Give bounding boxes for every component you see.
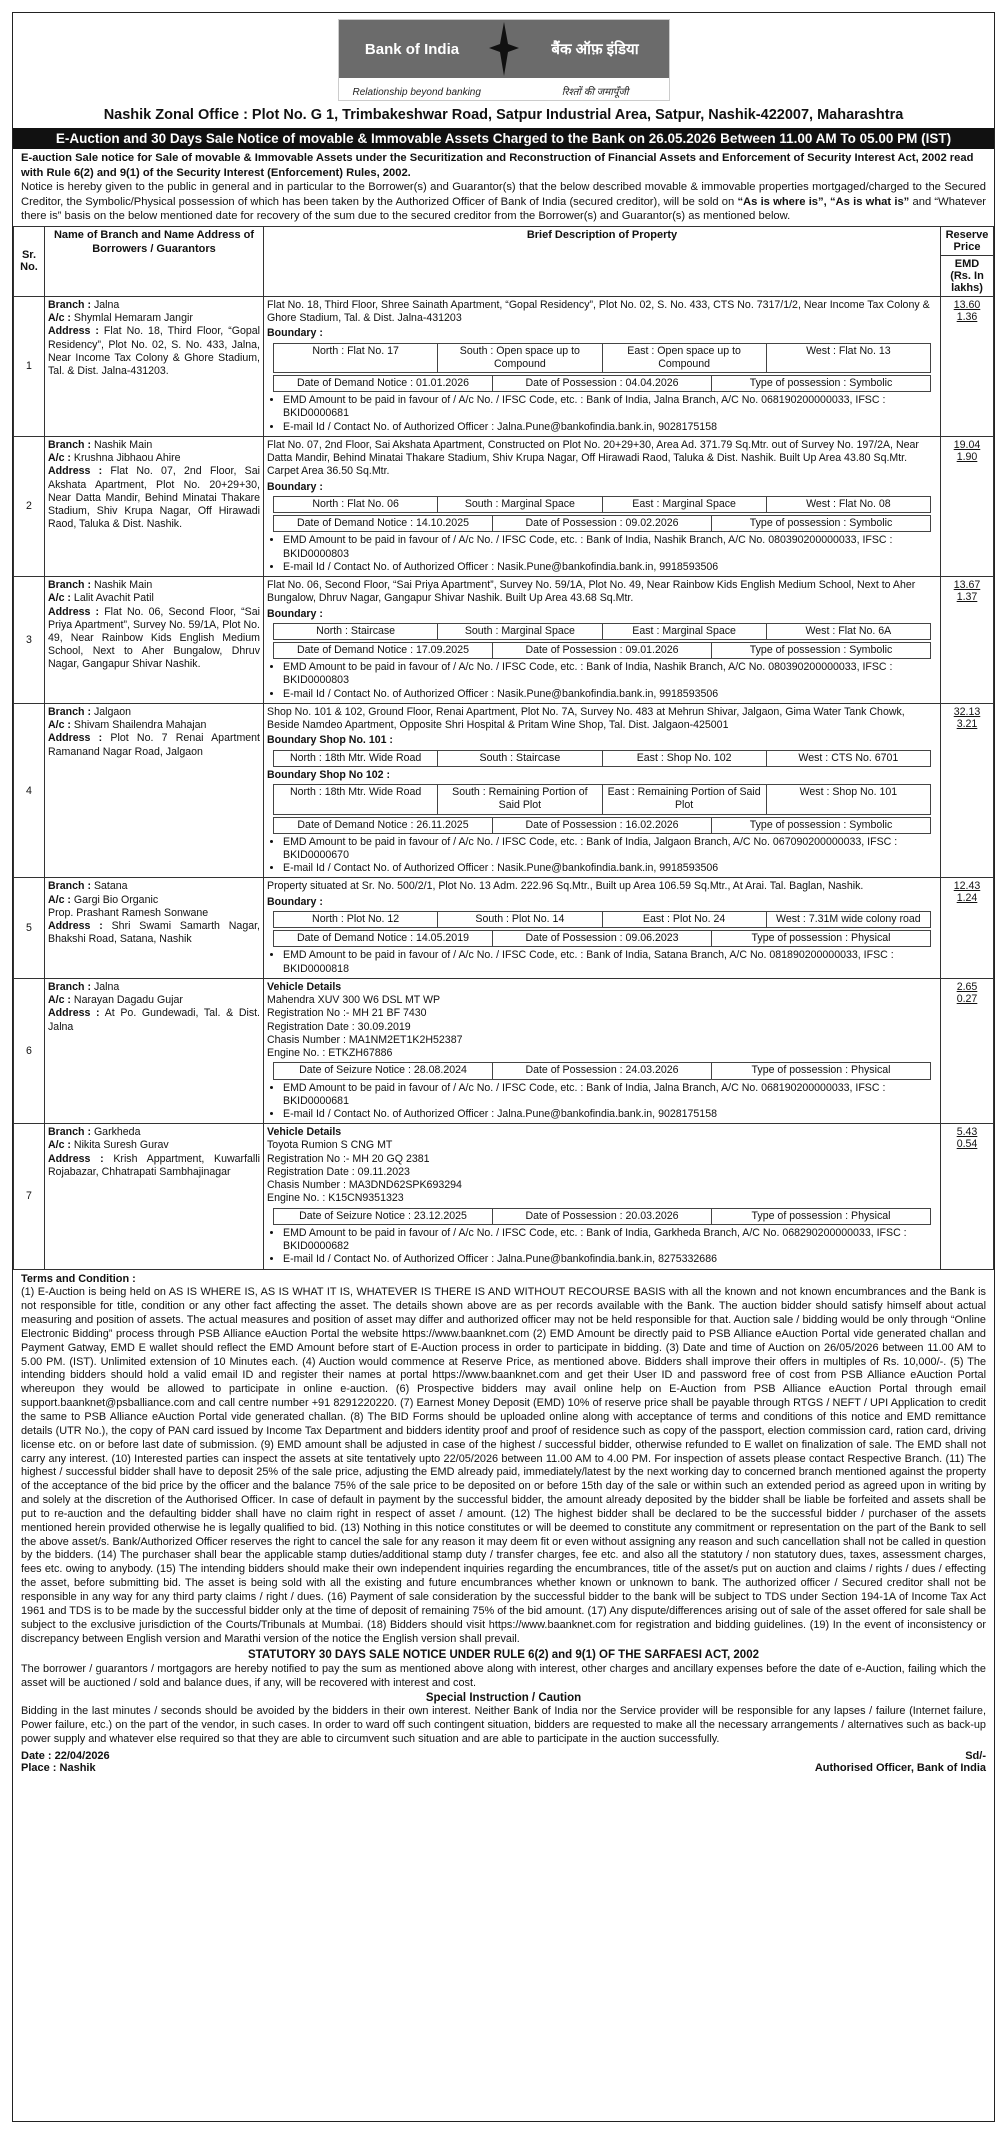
intro-text-1: Notice is hereby given to the public in general and in particular to the Borrower(s) and Guarantor(s) that the below described movable & immovable properties mortgaged/charged to the Secured Creditor, the Symbolic/Physical possession of which has been taken by the Authorized Officer of Bank of India (secured creditor), will be sold on [21, 181, 986, 208]
notice-date: Date : 22/04/2026 [21, 1749, 110, 1762]
emd-amount: 0.27 [956, 992, 978, 1005]
boundary-cell: South : Plot No. 14 [438, 912, 602, 927]
dates-box [273, 375, 931, 392]
borrower-address: Flat No. 18, Third Floor, “Gopal Residency”, Plot No. 02, S. No. 433, Jalna, Near Income Tax Colony & Ghore Stadium, Tal. & Dist. Jalna-431203. [48, 325, 260, 377]
emd-amount: 3.21 [956, 717, 978, 730]
property-description: Flat No. 07, 2nd Floor, Sai Akshata Apartment, Constructed on Plot No. 20+29+30, Area Ad. 371.79 Sq.Mtr. out of Survey No. 197/2A, Near Datta Mandir, Behind Minatai Thakare Stadium, Shiv Krupa Nagar, Off Hirawadi Raod, Taluka & Dist. Nashik. Built Up Area 43.80 Sq.Mtr. Carpet Area 36.50 Sq.Mtr. [267, 438, 919, 478]
property-description: Shop No. 101 & 102, Ground Floor, Renai Apartment, Plot No. 7A, Survey No. 483 at Mehrun Shivar, Jalgaon, Gima Water Tank Chowk, Beside Namdeo Apartment, Opposite Shri Hospital & Pritam Wine Shop, Tal. Dist. Jalgaon-425001 [267, 705, 905, 732]
boundary-box [273, 623, 931, 640]
boundary-title: Boundary : [267, 607, 323, 620]
boundary-cell: West : Shop No. 101 [799, 786, 898, 799]
emd-list [273, 534, 937, 574]
authorised-officer: Authorised Officer, Bank of India [814, 1761, 986, 1774]
vehicle-detail: Chasis Number : MA1NM2ET1K2H52387 [267, 1033, 463, 1046]
borrower-address: Flat No. 06, Second Floor, “Sai Priya Apartment”, Survey No. 59/1A, Plot No. 49, Near Rainbow Kids English Medium School, Next to Aher Bungalow, Dhruv Nagar, Gangapur Shivar Nashik. [48, 605, 260, 671]
row-sr-no: 4 [14, 703, 45, 878]
date-cell: Date of Seizure Notice : 28.08.2024 [274, 1063, 493, 1078]
row-description [264, 878, 941, 978]
boundary-cell: South : Marginal Space [438, 497, 602, 512]
boundary-title: Boundary : [267, 480, 323, 493]
table-row [14, 296, 994, 436]
date-cell: Type of possession : Symbolic [749, 517, 893, 530]
boundary-box [273, 911, 931, 928]
boundary-cell: South : Marginal Space [438, 624, 602, 639]
vehicle-detail: Engine No. : ETKZH67886 [267, 1047, 393, 1060]
col-party: Name of Branch and Name Address of Borrowers / Guarantors [45, 226, 264, 296]
row-party [45, 577, 264, 704]
row-description [264, 577, 941, 704]
borrower-address: Krish Appartment, Kuwarfalli Rojabazar, Chhatrapati Sambhajinagar [48, 1152, 260, 1178]
date-cell: Date of Possession : 09.06.2023 [493, 931, 712, 946]
emd-amount: 1.24 [956, 892, 978, 905]
boundary-cell: West : 7.31M wide colony road [776, 912, 921, 925]
branch-name: Jalna [93, 980, 120, 993]
account-name-2: Prop. Prashant Ramesh Sonwane [48, 906, 209, 919]
zonal-office-address: Nashik Zonal Office : Plot No. G 1, Trimbakeshwar Road, Satpur Industrial Area, Satpur, Nashik-422007, Maharashtra [103, 107, 904, 123]
branch-name: Nashik Main [93, 438, 153, 451]
branch-label: Branch : [48, 705, 91, 718]
intro-text-2: and “Whatever there is” basis on the below mentioned date for recovery of the sum due to the secured creditor from the Borrower(s) and Guarantor(s) as mentioned below. [21, 195, 987, 223]
boundary-cell: East : Open space up to Compound [603, 344, 767, 372]
star-logo-icon [487, 20, 521, 78]
vehicle-detail: Registration Date : 09.11.2023 [267, 1165, 410, 1178]
row-party [45, 978, 264, 1123]
property-description: Flat No. 06, Second Floor, “Sai Priya Apartment”, Survey No. 59/1A, Plot No. 49, Near Rainbow Kids English Medium School, Next to Aher Bungalow, Dhruv Nagar, Gangapur Shivar Nashik. Built Up Area 43.68 Sq.Mtr. [267, 579, 916, 605]
row-reserve [941, 978, 994, 1123]
reserve-price: 19.04 [953, 438, 981, 451]
date-cell: Type of possession : Physical [751, 932, 891, 945]
ac-label: A/c : [48, 893, 71, 906]
address-label: Address : [48, 325, 99, 338]
reserve-price: 13.67 [953, 579, 981, 592]
notice-page [12, 12, 995, 2122]
special-heading: Special Instruction / Caution [425, 1691, 582, 1704]
table-row [14, 978, 994, 1123]
branch-label: Branch : [48, 438, 91, 451]
table-header-row [14, 226, 994, 296]
vehicle-detail: Registration Date : 30.09.2019 [267, 1020, 411, 1033]
dates-box [273, 515, 931, 532]
account-name: Gargi Bio Organic [73, 893, 159, 906]
vehicle-detail: Registration No :- MH 21 BF 7430 [267, 1007, 427, 1020]
dates-box [273, 817, 931, 834]
boundary-title-2: Boundary Shop No 102 : [267, 768, 391, 781]
row-sr-no: 6 [14, 978, 45, 1123]
officer-contact: • E-mail Id / Contact No. of Authorized Officer : Jalna.Pune@bankofindia.bank.in, 9028175158 [283, 421, 937, 434]
signature: Sd/- [965, 1749, 986, 1762]
row-reserve [941, 703, 994, 878]
boundary-title: Boundary : [267, 895, 323, 908]
account-name: Lalit Avachit Patil [73, 592, 154, 605]
row-reserve [941, 296, 994, 436]
row-reserve [941, 577, 994, 704]
row-sr-no: 2 [14, 436, 45, 576]
dates-box [273, 1208, 931, 1225]
account-name: Shivam Shailendra Mahajan [73, 719, 207, 732]
row-sr-no: 7 [14, 1124, 45, 1269]
boundary-cell: North : 18th Mtr. Wide Road [274, 751, 438, 766]
reserve-price: 32.13 [953, 705, 981, 718]
dates-box [273, 642, 931, 659]
logo-hindi: बैंक ऑफ़ इंडिया [504, 20, 669, 78]
dates-box [273, 1062, 931, 1079]
table-row [14, 577, 994, 704]
emd-amount: 1.36 [956, 310, 978, 323]
reserve-price: 13.60 [953, 298, 981, 311]
col-sr-no: Sr. No. [14, 226, 45, 296]
bank-logo [338, 19, 670, 101]
emd-list [273, 949, 937, 975]
property-description: Property situated at Sr. No. 500/2/1, Plot No. 13 Adm. 222.96 Sq.Mtr., Built up Area 106.59 Sq.Mtr., At Arai. Tal. Baglan, Nashik. [267, 880, 864, 893]
reserve-price: 2.65 [956, 980, 978, 993]
account-name: Narayan Dagadu Gujar [73, 994, 183, 1007]
vehicle-detail: Chasis Number : MA3DND62SPK693294 [267, 1179, 462, 1192]
branch-label: Branch : [48, 980, 91, 993]
property-description: Flat No. 18, Third Floor, Shree Sainath Apartment, “Gopal Residency”, Plot No. 02, S. No. 433, CTS No. 7317/1/2, Near Income Tax Colony & Ghore Stadium, Tal. & Dist. Jalna-431203 [267, 298, 930, 325]
branch-name: Jalna [93, 298, 120, 311]
property-table [13, 226, 994, 1270]
intro-paragraph [21, 180, 986, 224]
emd-list [273, 394, 937, 434]
date-cell: Date of Demand Notice : 14.10.2025 [274, 516, 493, 531]
address-label: Address : [48, 920, 103, 933]
row-sr-no: 1 [14, 296, 45, 436]
boundary-cell: North : Flat No. 06 [274, 497, 438, 512]
emd-payment-info: • EMD Amount to be paid in favour of / A/c No. / IFSC Code, etc. : Bank of India, Jalgaon Branch, A/C No. 067090200000033, IFSC : BKID0000670 [283, 836, 937, 862]
emd-payment-info: • EMD Amount to be paid in favour of / A/c No. / IFSC Code, etc. : Bank of India, Jalna Branch, A/C No. 068190200000033, IFSC : BKID0000681 [283, 394, 937, 420]
boundary-cell: West : Flat No. 08 [806, 497, 891, 510]
branch-label: Branch : [48, 298, 91, 311]
row-sr-no: 5 [14, 878, 45, 978]
emd-payment-info: • EMD Amount to be paid in favour of / A/c No. / IFSC Code, etc. : Bank of India, Nashik Branch, A/C No. 080390200000033, IFSC : BKID0000803 [283, 661, 937, 687]
emd-payment-info: • EMD Amount to be paid in favour of / A/c No. / IFSC Code, etc. : Bank of India, Satana Branch, A/C No. 081890200000033, IFSC : BKID0000818 [283, 949, 937, 975]
ac-label: A/c : [48, 452, 71, 465]
date-cell: Date of Demand Notice : 17.09.2025 [274, 643, 493, 658]
statutory-heading: STATUTORY 30 DAYS SALE NOTICE UNDER RULE 6(2) and 9(1) OF THE SARFAESI ACT, 2002 [248, 1649, 759, 1662]
terms-heading: Terms and Condition : [21, 1272, 136, 1285]
boundary-cell: South : Open space up to Compound [438, 344, 602, 372]
boundary-cell: North : Plot No. 12 [274, 912, 438, 927]
date-cell: Date of Possession : 09.01.2026 [493, 643, 712, 658]
borrower-address: At Po. Gundewadi, Tal. & Dist. Jalna [48, 1007, 261, 1033]
row-party [45, 878, 264, 978]
address-label: Address : [48, 732, 103, 745]
row-party [45, 296, 264, 436]
boundary-cell: West : CTS No. 6701 [798, 751, 899, 764]
col-description: Brief Description of Property [264, 226, 941, 296]
date-cell: Date of Possession : 20.03.2026 [493, 1209, 712, 1224]
date-cell: Type of possession : Symbolic [749, 376, 893, 389]
date-cell: Type of possession : Symbolic [749, 818, 893, 831]
vehicle-detail: Registration No :- MH 20 GQ 2381 [267, 1152, 430, 1165]
boundary-box [273, 496, 931, 513]
date-cell: Date of Possession : 24.03.2026 [493, 1063, 712, 1078]
intro-quote: “As is where is”, “As is what is” [737, 195, 910, 208]
borrower-address: Shri Swami Samarth Nagar, Bhakshi Road, Satana, Nashik [48, 920, 260, 946]
col-reserve [941, 226, 994, 296]
row-description [264, 978, 941, 1123]
boundary-cell: West : Flat No. 13 [806, 344, 891, 357]
emd-list [273, 1227, 937, 1267]
date-cell: Date of Possession : 09.02.2026 [493, 516, 712, 531]
date-cell: Date of Seizure Notice : 23.12.2025 [274, 1209, 493, 1224]
boundary-cell: North : Staircase [274, 624, 438, 639]
date-cell: Type of possession : Physical [751, 1209, 891, 1222]
row-description [264, 436, 941, 576]
boundary-cell: East : Remaining Portion of Said Plot [603, 785, 767, 813]
date-cell: Date of Possession : 04.04.2026 [493, 376, 712, 391]
col-emd-label: EMD (Rs. In lakhs) [941, 255, 993, 296]
ac-label: A/c : [48, 592, 71, 605]
tagline-english: Relationship beyond banking [352, 87, 481, 98]
boundary-cell: East : Shop No. 102 [603, 751, 767, 766]
table-row [14, 436, 994, 576]
emd-payment-info: • EMD Amount to be paid in favour of / A/c No. / IFSC Code, etc. : Bank of India, Garkheda Branch, A/C No. 068290200000033, IFSC : BKID0000682 [283, 1227, 937, 1253]
date-cell: Date of Demand Notice : 26.11.2025 [274, 818, 493, 833]
branch-name: Satana [93, 880, 128, 893]
row-reserve [941, 878, 994, 978]
row-party [45, 703, 264, 878]
officer-contact: • E-mail Id / Contact No. of Authorized Officer : Jalna.Pune@bankofindia.bank.in, 9028175158 [283, 1108, 937, 1121]
vehicle-detail: Engine No. : K15CN9351323 [267, 1192, 404, 1205]
notice-banner: E-Auction and 30 Days Sale Notice of movable & Immovable Assets Charged to the Bank on 26.05.2026 Between 11.00 AM To 05.00 PM (IST) [13, 128, 994, 149]
table-row [14, 878, 994, 978]
borrower-address: Flat No. 07, 2nd Floor, Sai Akshata Apartment, Plot No. 20+29+30, Near Datta Mandir, Behind Minatai Thakare Stadium, Shiv Krupa Nagar, Off Hirawadi Raod, Taluka & Dist. Nashik. [48, 465, 260, 531]
boundary-box [273, 750, 931, 767]
notice-place: Place : Nashik [21, 1761, 96, 1774]
account-name: Krushna Jibhaou Ahire [73, 452, 181, 465]
boundary-cell: East : Marginal Space [603, 497, 767, 512]
date-cell: Date of Demand Notice : 01.01.2026 [274, 376, 493, 391]
boundary-cell: South : Staircase [438, 751, 602, 766]
boundary-cell: North : 18th Mtr. Wide Road [274, 785, 438, 813]
row-party [45, 1124, 264, 1269]
row-party [45, 436, 264, 576]
branch-label: Branch : [48, 579, 91, 592]
date-cell: Type of possession : Symbolic [749, 643, 893, 656]
officer-contact: • E-mail Id / Contact No. of Authorized Officer : Nasik.Pune@bankofindia.bank.in, 9918593506 [283, 862, 937, 875]
emd-list [273, 836, 937, 876]
emd-amount: 1.90 [956, 450, 978, 463]
statutory-text: The borrower / guarantors / mortgagors are hereby notified to pay the sum as mentioned above along with interest, other charges and ancillary expenses before the date of e-Auction, failing which the asset will be auctioned / sold and balance dues, if any, will be recovered with interest and cost. [21, 1662, 986, 1689]
intro-section [13, 149, 994, 226]
row-sr-no: 3 [14, 577, 45, 704]
col-reserve-label: Reserve Price [945, 228, 989, 253]
logo-english: Bank of India [339, 20, 504, 78]
special-text: Bidding in the last minutes / seconds should be avoided by the bidders in their own interest. Neither Bank of India nor the Service provider will be responsible for any lapses / failure (Internet failure, Power failure, etc.) on the part of the vendor, in such cases. In order to ward off such contingent situation, bidders are requested to make all the necessary arrangements / alternatives such as back-up power supply and whatever else required so that they are able to circumvent such situation and are able to participate in the auction successfully. [21, 1705, 986, 1745]
branch-name: Nashik Main [93, 579, 153, 592]
boundary-title: Boundary : [267, 327, 323, 340]
vehicle-detail: Mahendra XUV 300 W6 DSL MT WP [267, 994, 441, 1007]
boundary-box [273, 343, 931, 373]
boundary-cell: North : Flat No. 17 [274, 344, 438, 372]
emd-amount: 0.54 [956, 1138, 978, 1151]
ac-label: A/c : [48, 994, 71, 1007]
boundary-box-2 [273, 784, 931, 814]
emd-list [273, 661, 937, 701]
emd-payment-info: • EMD Amount to be paid in favour of / A/c No. / IFSC Code, etc. : Bank of India, Jalna Branch, A/C No. 068190200000033, IFSC : BKID0000681 [283, 1082, 937, 1108]
address-label: Address : [48, 465, 103, 478]
vehicle-title: Vehicle Details [267, 1126, 342, 1139]
emd-payment-info: • EMD Amount to be paid in favour of / A/c No. / IFSC Code, etc. : Bank of India, Nashik Branch, A/C No. 080390200000033, IFSC : BKID0000803 [283, 534, 937, 560]
emd-list [273, 1082, 937, 1122]
vehicle-title: Vehicle Details [267, 980, 342, 993]
ac-label: A/c : [48, 312, 71, 325]
emd-amount: 1.37 [956, 591, 978, 604]
address-label: Address : [48, 605, 100, 618]
tagline-hindi: रिश्तों की जमापूँजी [561, 87, 629, 98]
branch-label: Branch : [48, 880, 91, 893]
intro-heading: E-auction Sale notice for Sale of movable & Immovable Assets under the Securitization and Reconstruction of Financial Assets and Enforcement of Security Interest Act, 2002 read with Rule 6(2) and 9(1) of the Security Interest (Enforcement) Rules, 2002. [21, 152, 974, 179]
vehicle-detail: Toyota Rumion S CNG MT [267, 1139, 393, 1152]
terms-text: (1) E-Auction is being held on AS IS WHERE IS, AS IS WHAT IT IS, WHATEVER IS THERE IS AND WITHOUT RECOURSE BASIS with all the known and not known encumbrances and the Bank is not responsible for title, condition or any other fact affecting the asset. The details shown above are as per records available with the Bank. The auction bidder should satisfy himself about actual measuring and position of assets. The actual measures and position of asset may differ and authorized officer may not be held responsible for that. Auction sale / bidding would be only through “Online Electronic Bidding” process through PSB Alliance eAuction Portal the website https://www.baanknet.com (2) EMD Amount be directly paid to PSB Alliance eAuction Portal vide generated challan and Payment Gatway, EMD E wallet should reflect the EMD Amount before start of E-Auction process in order to participate in bidding. (3) Date and time of Auction on 26/05/2026 between 11.00 AM to 5.00 PM. (IST). Unlimited extension of 10 Minutes each. (4) Auction would commence at Reserve Price, as mentioned above. Bidders shall improve their offers in multiples of Rs. 10,000/-. (5) The intending bidders should hold a valid email ID and register their names at portal https://www.baanknet.com and get their User ID and password free of cost from PSB Alliance eAuction Portal whereupon they would be allowed to participate in online e-auction. (6) Prospective bidders may avail online help on E-Auction from PSB Alliance eAuction Portal through email support.baanknet@psballiance.com and call centre number +91 8291220220. (7) Earnest Money Deposit (EMD) 10% of reserve price shall be payable through RTGS / NEFT / UPI Application to credit the same to PSB Alliance eAuction Portal vide generated challan. (8) The BID Forms should be uploaded online along with acceptance of terms and conditions of this notice and EMD remittance details (UTR No.), the copy of PAN card issued by Income Tax Department and bidders identity proof and proof of residence such as copy of the passport, election commission card, ration card, driving license etc. on or before last date of submission. (9) EMD amount shall be adjusted in case of the highest / successful bidder, otherwise refunded to E wallet on finalization of sale. The EMD shall not carry any interest. (10) Interested parties can inspect the assets at site tentatively upto 22/05/2026 between 11.00 AM to 4.00 PM. For inspection of assets please contact Respective Branch. (11) The highest / successful bidder shall have to deposit 25% of the sale price, adjusting the EMD already paid, immediately/latest by the next working day to concerned branch mentioned against the property of the acceptance of the bid price by the officer and the balance 75% of the sale price to be deposited on or before 15th day of the sale or within such an extended period as agreed upon in writing by and solely at the discretion of the Authorised Officer. In case of default in payment by the successful bidder, the amount already deposited by the bidder shall be liable be forfeited and assets shall be put to re-auction and the defaulting bidder shall have no claim right in respect of asset / amount. (12) The highest bidder shall be declared to be the successful bidder / purchaser of the assets mentioned herein provided otherwise he is legally qualified to bid. (13) Nothing in this notice constitutes or will be deemed to constitute any commitment or representation on the part of the Bank to sell the above asset/s. Bank/Authorized Officer reserves the right to cancel the sale for any reason it may deem fit or even without assigning any reason and such cancellation shall not be called in question by the bidders. (14) The purchaser shall bear the applicable stamp duties/additional stamp duty / transfer charges, fee etc. and also all the statutory / non statutory dues, taxes, assessment charges, fees etc. owing to anybody. (15) The intending bidders should make their own independent inquiries regarding the encumbrances, title of the asset/s put on auction and claims / rights / dues / effecting the asset, before submitting bid. The asset is being sold with all the existing and future encumbrances whether known or unknown to bank. The authorized officer / Secured creditor shall not be responsible in any way for any third party claims / right / dues. (16) Payment of sale consideration by the successful bidder to the bank will be subject to TDS under Section 194-1A of Income Tax Act 1961 and TDS is to be made by the successful bidder only at the time of deposit of remaining 75% of the bid amount. (17) Any dispute/differences arising out of sale of the asset offered for sale shall be subject to the exclusive jurisdiction of the Courts/Tribunals at Mumbai. (18) Bidders should visit https://www.baanknet.com for registration and bidding guidelines. (19) In the event of inconsistency or discrepancy between English version and Marathi version of the notice the English version shall prevail. [21, 1286, 987, 1645]
officer-contact: • E-mail Id / Contact No. of Authorized Officer : Jalna.Pune@bankofindia.bank.in, 8275332686 [283, 1253, 937, 1266]
address-label: Address : [48, 1007, 100, 1020]
date-cell: Date of Possession : 16.02.2026 [493, 818, 712, 833]
ac-label: A/c : [48, 719, 71, 732]
branch-name: Jalgaon [93, 705, 132, 718]
account-name: Shymlal Hemaram Jangir [73, 312, 193, 325]
officer-contact: • E-mail Id / Contact No. of Authorized Officer : Nasik.Pune@bankofindia.bank.in, 9918593506 [283, 688, 937, 701]
boundary-title: Boundary Shop No. 101 : [267, 734, 393, 747]
boundary-cell: East : Marginal Space [603, 624, 767, 639]
boundary-cell: East : Plot No. 24 [603, 912, 767, 927]
address-label: Address : [48, 1152, 104, 1165]
terms-section [13, 1270, 994, 1750]
reserve-price: 12.43 [953, 880, 981, 893]
account-name: Nikita Suresh Gurav [73, 1139, 169, 1152]
row-description [264, 1124, 941, 1269]
ac-label: A/c : [48, 1139, 71, 1152]
branch-name: Garkheda [93, 1126, 141, 1139]
branch-label: Branch : [48, 1126, 91, 1139]
row-description [264, 296, 941, 436]
boundary-cell: South : Remaining Portion of Said Plot [438, 785, 602, 813]
logo-area [13, 19, 994, 101]
boundary-cell: West : Flat No. 6A [805, 624, 892, 637]
row-description [264, 703, 941, 878]
table-row [14, 703, 994, 878]
dates-box [273, 930, 931, 947]
borrower-address: Plot No. 7 Renai Apartment Ramanand Nagar Road, Jalgaon [48, 732, 260, 758]
reserve-price: 5.43 [956, 1126, 978, 1139]
footer [13, 1750, 994, 1774]
row-reserve [941, 1124, 994, 1269]
date-cell: Date of Demand Notice : 14.05.2019 [274, 931, 493, 946]
table-row [14, 1124, 994, 1269]
officer-contact: • E-mail Id / Contact No. of Authorized Officer : Nasik.Pune@bankofindia.bank.in, 9918593506 [283, 561, 937, 574]
date-cell: Type of possession : Physical [751, 1064, 891, 1077]
row-reserve [941, 436, 994, 576]
